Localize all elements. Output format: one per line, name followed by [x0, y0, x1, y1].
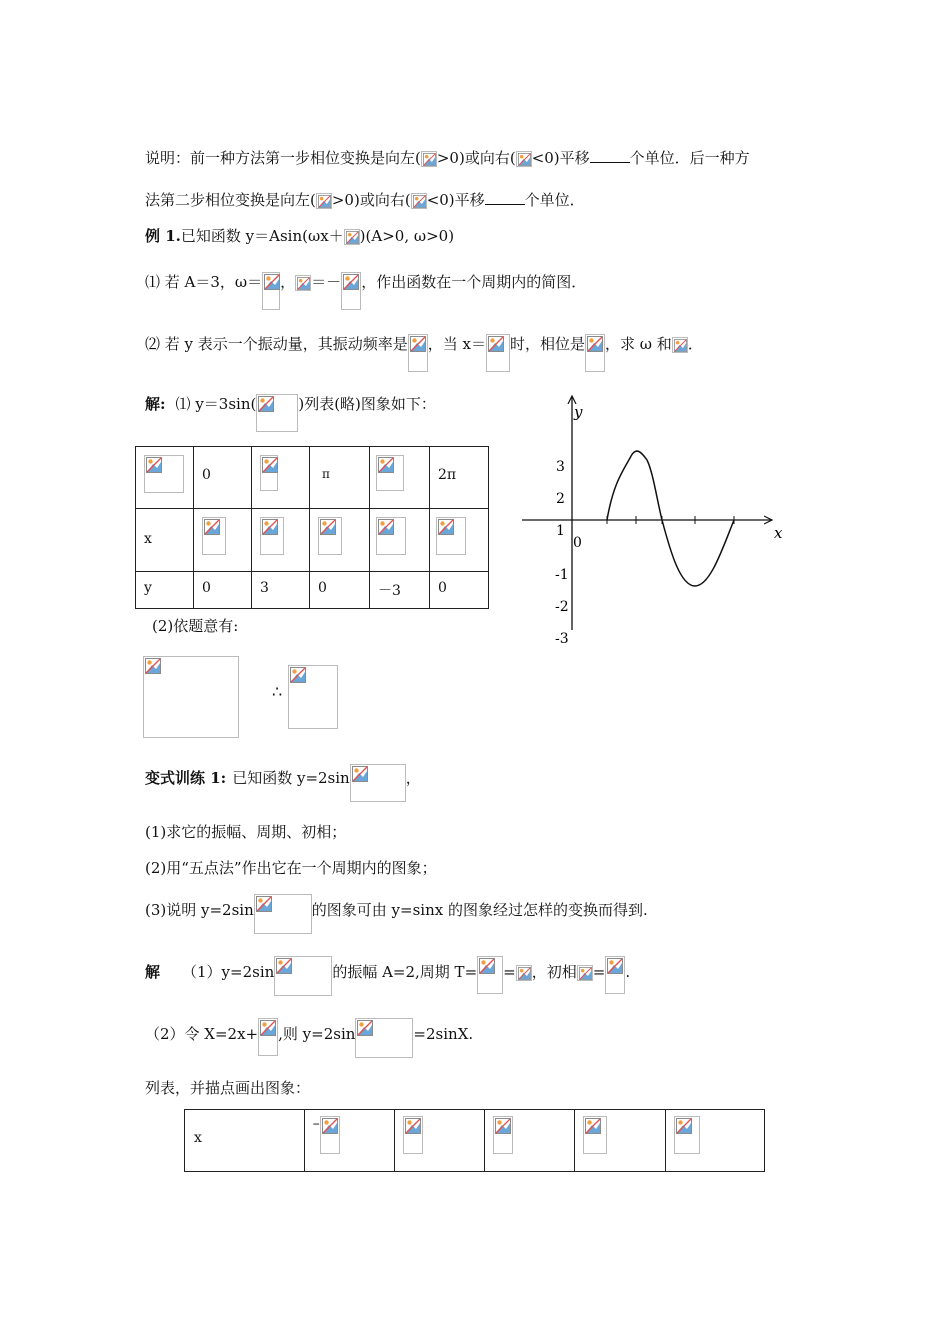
table-cell	[310, 509, 370, 572]
formula-image-icon	[288, 665, 338, 729]
table-cell	[666, 1110, 765, 1172]
cell-value: 3	[260, 580, 269, 596]
example-1-heading	[145, 226, 454, 246]
formula-image-icon	[260, 517, 284, 555]
example-label: 例 1.	[145, 227, 181, 245]
question-text: ＝－	[311, 273, 342, 291]
cell-value: x	[144, 531, 152, 547]
cell-value: –	[312, 1116, 320, 1132]
question-text: ，	[280, 273, 296, 291]
formula-image-icon	[274, 956, 332, 996]
table-cell	[136, 447, 194, 509]
example-1-question-1	[145, 272, 586, 310]
table-cell	[194, 509, 252, 572]
table-cell	[252, 572, 310, 609]
note-line-1	[145, 148, 750, 168]
formula-image-icon	[256, 394, 298, 432]
table-cell	[185, 1110, 305, 1172]
formula-image-icon	[316, 193, 332, 209]
formula-image-icon	[436, 517, 466, 555]
cell-value: 2π	[438, 467, 457, 483]
y-axis-label: y	[574, 403, 583, 421]
formula-image-icon	[577, 965, 593, 981]
table-cell	[485, 1110, 575, 1172]
table-cell	[430, 572, 489, 609]
note-text: 个单位．	[524, 191, 585, 209]
formula-image-icon	[486, 334, 510, 372]
note-text: <0)平移	[426, 191, 485, 209]
table-row	[136, 572, 489, 609]
formula-image-icon	[376, 455, 404, 491]
table-cell	[136, 509, 194, 572]
question-text: ，作出函数在一个周期内的简图．	[361, 273, 587, 291]
table-cell	[430, 509, 489, 572]
solution-text: .	[625, 963, 631, 981]
table-cell	[194, 572, 252, 609]
y-tick-label: 3	[556, 459, 565, 475]
therefore-symbol: ∴	[272, 682, 283, 701]
solution-text: )列表(略)图象如下：	[298, 395, 436, 413]
y-tick-label: -3	[555, 631, 569, 647]
formula-image-icon	[516, 151, 532, 167]
sine-curve	[607, 451, 734, 586]
note-text: >0)或向右(	[331, 191, 411, 209]
question-text: ，求 ω 和	[605, 335, 672, 353]
solution-text: =	[592, 963, 606, 981]
cell-value: 0	[438, 580, 447, 596]
table-row	[136, 509, 489, 572]
solution-text: (2)依题意有:	[152, 617, 239, 635]
value-table-2	[184, 1109, 765, 1172]
table-cell	[310, 447, 370, 509]
exercise-1-heading	[145, 768, 421, 802]
exercise-1-item-1: (1)求它的振幅、周期、初相；	[145, 823, 347, 841]
formula-image-icon	[583, 1116, 607, 1154]
formula-image-icon	[143, 656, 239, 738]
table-intro: 列表，并描点画出图象：	[145, 1079, 311, 1097]
table-cell	[194, 447, 252, 509]
formula-image-icon	[672, 337, 688, 353]
y-tick-label: -2	[555, 599, 569, 615]
table-row	[185, 1110, 765, 1172]
y-tick-label: -1	[555, 567, 569, 583]
solution-1-line	[145, 394, 436, 432]
solution-text: （1）y=2sin	[182, 963, 275, 981]
table-cell	[430, 447, 489, 509]
blank-line	[485, 190, 525, 205]
table-cell	[394, 1110, 485, 1172]
value-table-1	[135, 446, 489, 609]
exercise-text: 已知函数 y=2sin	[232, 769, 350, 787]
example-text: 已知函数 y＝Asin(ωx＋	[180, 227, 344, 245]
cell-value: y	[144, 580, 152, 596]
table-row	[136, 447, 489, 509]
exercise-text: 的图象可由 y=sinx 的图象经过怎样的变换而得到.	[311, 901, 648, 919]
solution-text: 的振幅 A=2,周期 T=	[332, 963, 478, 981]
formula-image-icon	[262, 272, 280, 310]
note-text: 个单位．后一种方	[629, 149, 750, 167]
question-text: ．	[687, 335, 703, 353]
sine-graph	[510, 390, 800, 650]
origin-label: 0	[573, 535, 582, 551]
formula-image-icon	[144, 455, 184, 493]
table-cell	[575, 1110, 666, 1172]
formula-image-icon	[516, 965, 532, 981]
formula-image-icon	[493, 1116, 513, 1154]
formula-image-icon	[605, 956, 625, 994]
solution-text: ,则 y=2sin	[278, 1025, 356, 1043]
exercise-1-item-3	[145, 900, 648, 934]
note-text: >0)或向右(	[436, 149, 516, 167]
cell-value: π	[322, 467, 330, 481]
y-tick-label: 1	[556, 523, 565, 539]
example-1-question-2	[145, 334, 703, 372]
formula-image-icon	[295, 275, 311, 291]
table-cell	[252, 509, 310, 572]
cell-value: 0	[318, 580, 327, 596]
exercise-text: ，	[405, 769, 421, 787]
formula-image-icon	[202, 517, 226, 555]
exercise-label: 变式训练 1:	[145, 769, 227, 787]
cell-value: －3	[378, 583, 401, 599]
blank-line	[590, 148, 630, 163]
table-cell	[310, 572, 370, 609]
formula-image-icon	[344, 229, 360, 245]
formula-image-icon	[254, 894, 312, 934]
example-text: )(A>0, ω>0)	[359, 227, 455, 245]
y-tick-label: 2	[556, 491, 565, 507]
question-text: ⑵ 若 y 表示一个振动量，其振动频率是	[145, 335, 408, 353]
note-line-2	[145, 190, 585, 210]
formula-image-icon	[421, 151, 437, 167]
solution-2-line-2	[145, 1024, 473, 1058]
cell-value: 0	[202, 467, 211, 483]
question-text: ，当 x＝	[427, 335, 487, 353]
formula-image-icon	[260, 455, 278, 491]
note-text: 法第二步相位变换是向左(	[145, 191, 316, 209]
table-cell	[136, 572, 194, 609]
table-cell	[304, 1110, 394, 1172]
note-text: <0)平移	[531, 149, 590, 167]
formula-image-icon	[341, 272, 361, 310]
table-cell	[370, 509, 430, 572]
solution-text: （2）令 X=2x+	[145, 1025, 259, 1043]
formula-image-icon	[355, 1018, 413, 1058]
cell-value: 0	[202, 580, 211, 596]
solution-label: 解:	[145, 395, 166, 413]
solution-text: =	[503, 963, 516, 981]
table-cell	[370, 572, 430, 609]
table-cell	[252, 447, 310, 509]
formula-image-icon	[258, 1018, 278, 1056]
x-axis-label: x	[774, 524, 783, 542]
formula-image-icon	[674, 1116, 700, 1154]
question-text: ⑴ 若 A＝3，ω＝	[145, 273, 263, 291]
formula-image-icon	[585, 334, 605, 372]
solution-text: =2sinX.	[413, 1025, 474, 1043]
solution-1-part-2	[152, 616, 238, 636]
formula-image-icon	[376, 517, 406, 555]
formula-image-icon	[350, 764, 406, 802]
formula-image-icon	[318, 517, 342, 555]
solution-label: 解	[145, 963, 161, 981]
formula-image-icon	[477, 956, 503, 994]
formula-image-icon	[403, 1116, 423, 1154]
cell-value: x	[194, 1130, 202, 1146]
exercise-text: (3)说明 y=2sin	[145, 901, 254, 919]
table-cell	[370, 447, 430, 509]
formula-image-icon	[411, 193, 427, 209]
note-text: 说明：前一种方法第一步相位变换是向左(	[145, 149, 421, 167]
exercise-1-item-2: (2)用“五点法”作出它在一个周期内的图象；	[145, 859, 437, 877]
question-text: 时，相位是	[510, 335, 586, 353]
solution-text: ，初相	[531, 963, 577, 981]
solution-2-line-1	[145, 962, 630, 996]
solution-text: ⑴ y＝3sin(	[175, 395, 257, 413]
formula-image-icon	[408, 334, 428, 372]
formula-image-icon	[320, 1116, 340, 1154]
